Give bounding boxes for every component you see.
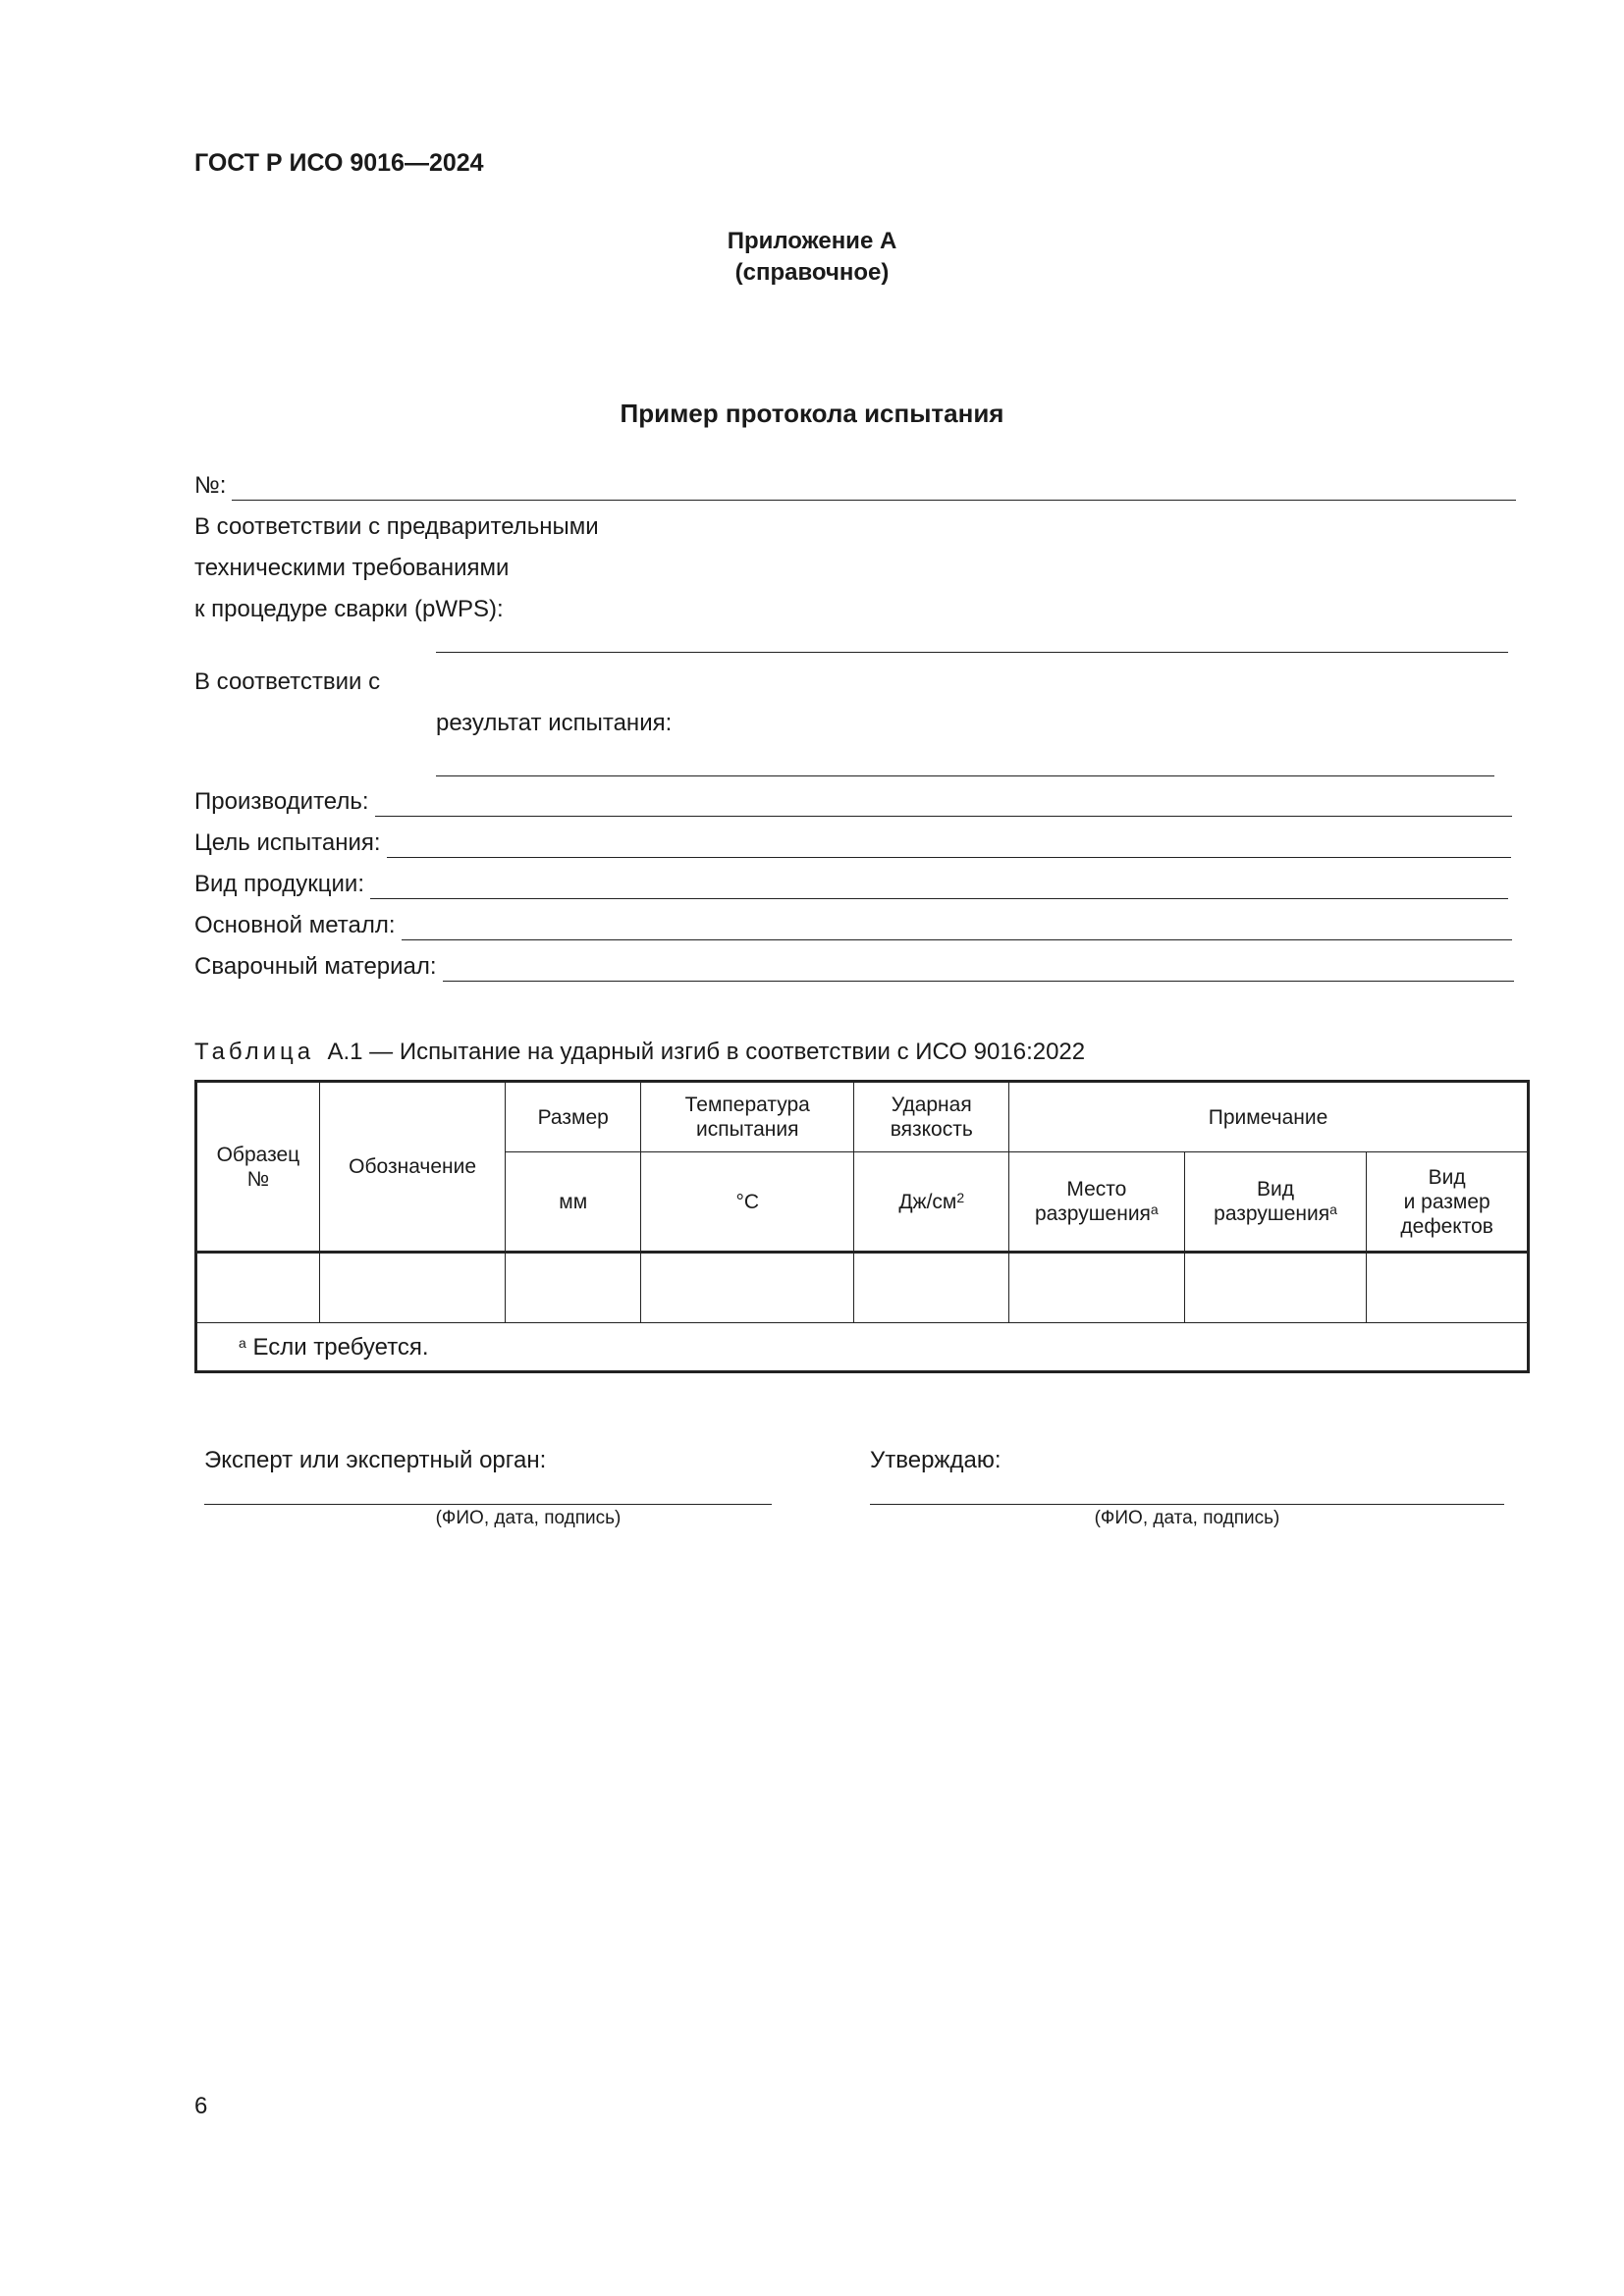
header-temp-unit: °С	[641, 1152, 854, 1253]
header-temperature	[641, 1082, 854, 1152]
defects-line2: и размер	[1403, 1190, 1490, 1213]
table-caption-prefix: Таблица	[194, 1039, 315, 1065]
purpose-field	[194, 828, 1511, 858]
defects-line3: дефектов	[1400, 1214, 1493, 1238]
header-specimen-text: Образец	[216, 1143, 300, 1166]
header-impact-line2: вязкость	[890, 1118, 973, 1141]
header-fracture-place	[1009, 1152, 1185, 1253]
approve-signature-hint: (ФИО, дата, подпись)	[1094, 1508, 1280, 1528]
defects-line1: Вид	[1428, 1165, 1466, 1189]
fracture-place-footnote-mark: а	[1150, 1201, 1159, 1217]
pwps-label-line3: к процедуре сварки (pWPS):	[194, 596, 504, 622]
header-impact-line1: Ударная	[891, 1094, 972, 1116]
pwps-label-line1: В соответствии с предварительными	[194, 513, 599, 540]
table-caption-text: А.1 — Испытание на ударный изгиб в соответствии с ИСО 9016:2022	[327, 1039, 1086, 1065]
footnote-mark: а	[239, 1334, 246, 1351]
annex-title: Приложение А	[727, 228, 897, 254]
header-temperature-line1: Температура	[684, 1094, 810, 1116]
welding-material-label: Сварочный материал:	[194, 953, 437, 980]
page-number: 6	[194, 2093, 208, 2119]
standard-designation: ГОСТ Р ИСО 9016—2024	[194, 149, 484, 177]
cell-designation[interactable]	[319, 1253, 506, 1323]
approve-label: Утверждаю:	[870, 1447, 1001, 1473]
header-size-unit: мм	[506, 1152, 641, 1253]
footnote-text: Если требуется.	[252, 1333, 429, 1361]
number-line[interactable]	[232, 476, 1516, 501]
header-defects	[1367, 1152, 1529, 1253]
fracture-place-line2: разрушения	[1035, 1202, 1151, 1225]
purpose-line[interactable]	[387, 833, 1511, 858]
annex-type: (справочное)	[734, 259, 890, 286]
expert-signature-hint: (ФИО, дата, подпись)	[435, 1508, 622, 1528]
header-specimen	[196, 1082, 320, 1253]
impact-test-table	[194, 1080, 1530, 1373]
test-result-label: результат испытания:	[436, 710, 673, 736]
purpose-label: Цель испытания:	[194, 829, 381, 856]
header-impact	[854, 1082, 1009, 1152]
cell-size[interactable]	[506, 1253, 641, 1323]
protocol-title: Пример протокола испытания	[620, 399, 1004, 428]
number-field	[194, 471, 1516, 501]
cell-fracture-place[interactable]	[1009, 1253, 1185, 1323]
welding-material-line[interactable]	[443, 957, 1514, 982]
cell-temperature[interactable]	[641, 1253, 854, 1323]
fracture-type-footnote-mark: а	[1329, 1201, 1337, 1217]
table-footnote	[196, 1323, 1529, 1372]
table-row	[196, 1253, 1529, 1323]
impact-unit-text: Дж/см	[898, 1190, 957, 1213]
pwps-label-line2: техническими требованиями	[194, 555, 510, 581]
fracture-type-line2: разрушения	[1214, 1202, 1330, 1225]
cell-specimen[interactable]	[196, 1253, 320, 1323]
test-result-line[interactable]	[436, 775, 1494, 776]
header-impact-unit	[854, 1152, 1009, 1253]
in-accordance-label: В соответствии с	[194, 668, 381, 695]
header-designation: Обозначение	[319, 1082, 506, 1253]
number-label: №:	[194, 472, 227, 499]
base-metal-label: Основной металл:	[194, 912, 396, 938]
header-size: Размер	[506, 1082, 641, 1152]
product-type-field	[194, 870, 1508, 899]
base-metal-field	[194, 911, 1512, 940]
fracture-type-line1: Вид	[1257, 1178, 1295, 1201]
base-metal-line[interactable]	[402, 916, 1513, 940]
fracture-place-line1: Место	[1066, 1178, 1127, 1201]
approve-signature-line[interactable]	[870, 1504, 1504, 1505]
cell-fracture-type[interactable]	[1184, 1253, 1367, 1323]
header-note: Примечание	[1009, 1082, 1529, 1152]
product-type-label: Вид продукции:	[194, 871, 364, 897]
welding-material-field	[194, 952, 1514, 982]
expert-label: Эксперт или экспертный орган:	[204, 1447, 547, 1473]
header-fracture-type	[1184, 1152, 1367, 1253]
table-caption	[194, 1039, 1085, 1066]
expert-signature-line[interactable]	[204, 1504, 772, 1505]
manufacturer-line[interactable]	[375, 792, 1512, 817]
cell-impact[interactable]	[854, 1253, 1009, 1323]
header-temperature-line2: испытания	[696, 1118, 799, 1141]
pwps-line[interactable]	[436, 652, 1508, 653]
impact-unit-sup: 2	[956, 1189, 965, 1205]
cell-defects[interactable]	[1367, 1253, 1529, 1323]
product-type-line[interactable]	[370, 875, 1508, 899]
manufacturer-label: Производитель:	[194, 788, 369, 815]
manufacturer-field	[194, 787, 1512, 817]
header-specimen-no: №	[246, 1167, 270, 1191]
